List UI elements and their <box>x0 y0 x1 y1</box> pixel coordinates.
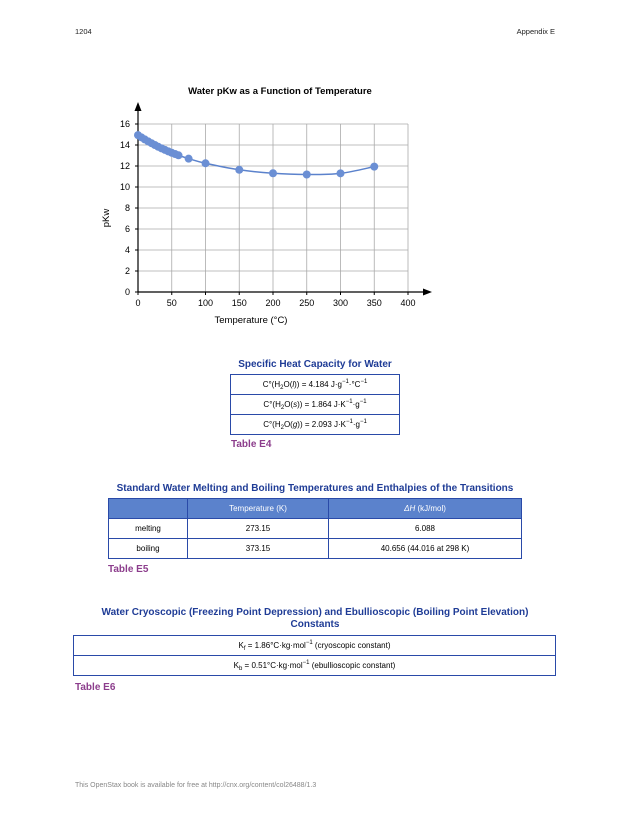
temperature-cell: 273.15 <box>188 519 329 539</box>
y-tick-label: 4 <box>124 245 130 255</box>
melting-boiling-title: Standard Water Melting and Boiling Temperatures and Enthalpies of the Transitions <box>116 483 514 494</box>
temperature-cell: 373.15 <box>188 539 329 559</box>
data-point <box>337 169 345 177</box>
col-header-enthalpy: ΔH (kJ/mol) <box>329 499 522 519</box>
specific-heat-title: Specific Heat Capacity for Water <box>238 359 392 370</box>
y-tick-label: 14 <box>119 140 130 150</box>
x-tick-label: 300 <box>332 298 349 308</box>
table-e6-caption: Table E6 <box>75 682 116 693</box>
x-tick-label: 350 <box>366 298 382 308</box>
y-tick-label: 0 <box>124 287 130 297</box>
y-tick-label: 16 <box>119 119 130 129</box>
x-axis-arrow-icon <box>423 289 432 296</box>
x-tick-label: 200 <box>265 298 281 308</box>
page-number: 1204 <box>75 27 92 36</box>
row-label: boiling <box>109 539 188 559</box>
row-label: melting <box>109 519 188 539</box>
y-tick-label: 10 <box>119 182 130 192</box>
table-row <box>109 539 522 559</box>
x-tick-label: 250 <box>299 298 315 308</box>
y-tick-label: 2 <box>124 266 130 276</box>
cryoscopic-title: Water Cryoscopic (Freezing Point Depression) and Ebullioscopic (Boiling Point Elevation) Constants <box>101 607 529 630</box>
data-point <box>269 169 277 177</box>
data-point <box>185 155 193 163</box>
data-point <box>303 171 311 179</box>
y-tick-label: 12 <box>119 161 130 171</box>
specific-heat-cell: $C^\circ(H_2O(s)) = 1.864$ $J\cdot K^{-1}\cdot g^{-1}$ <box>231 395 400 415</box>
x-tick-label: 400 <box>400 298 416 308</box>
table-row <box>231 415 400 435</box>
melting-boiling-table <box>108 498 522 559</box>
table-row <box>74 636 556 656</box>
x-tick-label: 50 <box>166 298 177 308</box>
table-e5-caption: Table E5 <box>108 564 149 575</box>
x-tick-label: 0 <box>135 298 141 308</box>
footer-text: This OpenStax book is available for free at http://cnx.org/content/col26488/1.3 <box>75 782 317 789</box>
col-header-blank <box>109 499 188 519</box>
pkw-chart <box>95 100 440 330</box>
enthalpy-cell: 40.656 (44.016 at 298 K) <box>329 539 522 559</box>
col-header-temperature: Temperature (K) <box>188 499 329 519</box>
table-row <box>109 519 522 539</box>
specific-heat-cell: $C^\circ(H_2O(l)) = 4.184$ $J\cdot g^{-1}\cdot^\circ C^{-1}$ <box>231 375 400 395</box>
y-tick-label: 8 <box>124 203 130 213</box>
table-e4-caption: Table E4 <box>231 439 272 450</box>
table-row <box>74 656 556 676</box>
cryoscopic-table <box>73 635 556 676</box>
constant-cell: $K_b = 0.51^\circ C\cdot kg\cdot mol^{-1}$ (ebullioscopic constant) <box>74 656 556 676</box>
x-tick-label: 100 <box>197 298 214 308</box>
y-axis-label: pKw <box>101 208 112 228</box>
chart-title: Water pKw as a Function of Temperature <box>188 86 372 97</box>
x-tick-label: 150 <box>231 298 247 308</box>
x-axis-label: Temperature (°C) <box>214 315 288 326</box>
data-point <box>370 163 378 171</box>
constant-cell: $K_f = 1.86^\circ C\cdot kg\cdot mol^{-1}$ (cryoscopic constant) <box>74 636 556 656</box>
section-label: Appendix E <box>516 27 555 36</box>
specific-heat-table <box>230 374 400 435</box>
table-row <box>231 375 400 395</box>
y-axis-arrow-icon <box>135 102 142 111</box>
table-row <box>231 395 400 415</box>
data-point <box>235 166 243 174</box>
enthalpy-cell: 6.088 <box>329 519 522 539</box>
data-point <box>202 159 210 167</box>
specific-heat-cell: $C^\circ(H_2O(g)) = 2.093$ $J\cdot K^{-1}\cdot g^{-1}$ <box>231 415 400 435</box>
data-point <box>175 151 183 159</box>
y-tick-label: 6 <box>124 224 130 234</box>
